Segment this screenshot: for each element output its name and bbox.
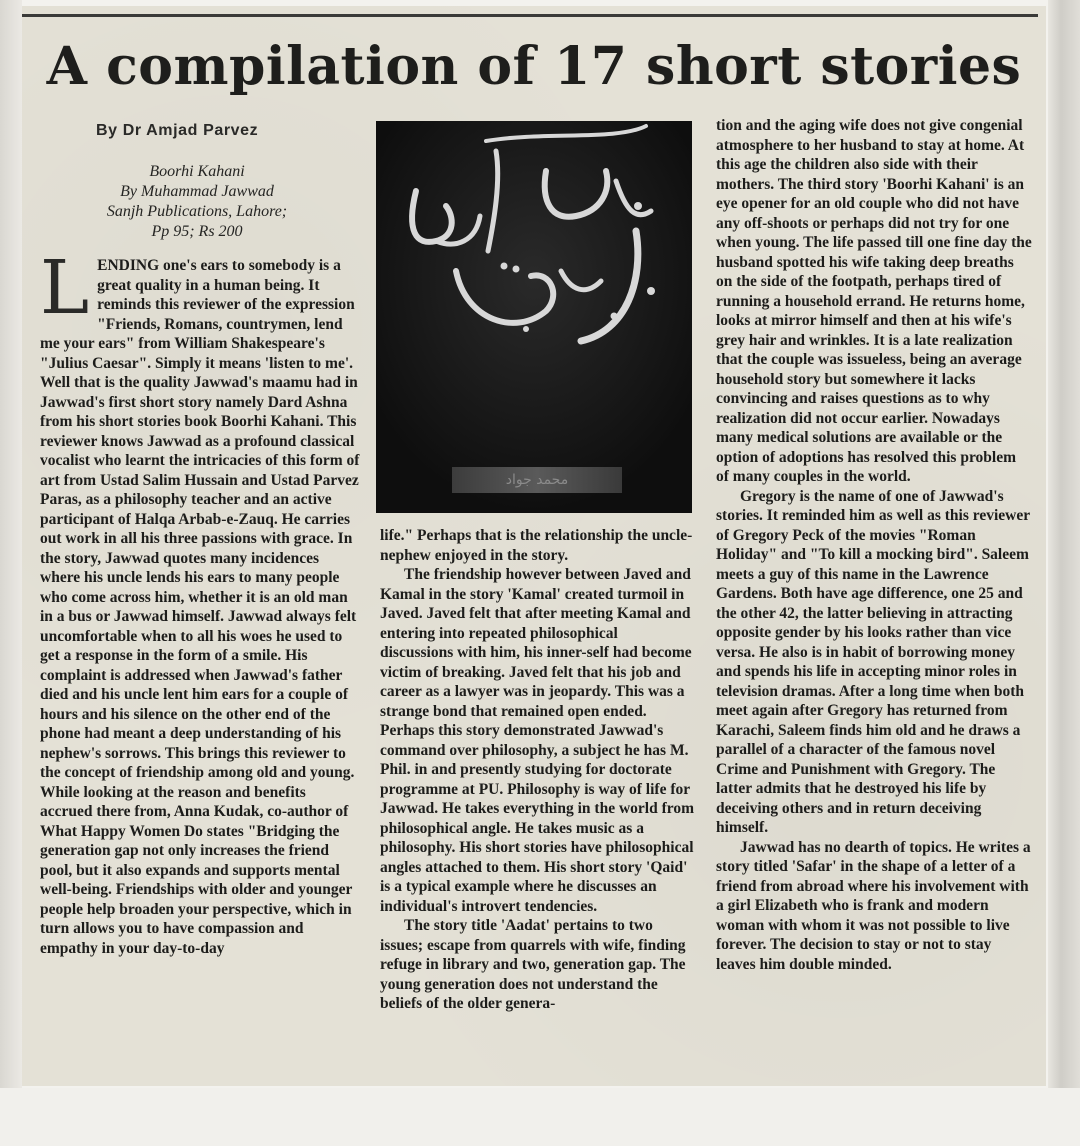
column-3-paragraph-1: tion and the aging wife does not give congenial atmosphere to her husband to stay at home. At this age the children also side with their mothers. The third story 'Boorhi Kahani' is an eye opener for an old couple who did not have any off-shoots or perhaps did not try for one when young. The life passed till one fine day the husband spotted his wife taking deep breaths on the side of the footpath, perhaps tired of running a household errand. He returns home, looks at mirror himself and then at his wife's grey hair and wrinkles. It is a late realization that the couple was issueless, being an average household story but somewhere it lacks convincing and raises questions as to why realization did not occur earlier. Nowadays many medical solutions are available or the option of adoptions has resolved this problem of many couples in the world. bbox=[716, 117, 1032, 485]
book-cover-calligraphy bbox=[376, 121, 692, 513]
column-1-paragraph-1: ENDING one's ears to somebody is a great quality in a human being. It reminds this reviewer of the expression "Friends, Romans, countrymen, lend me your ears" from William Shakespeare's "Julius Caesar". Simply it means 'listen to me'. Well that is the quality Jawwad's maamu had in Jawwad's first short story namely Dard Ashna from his short stories book Boorhi Kahani. This reviewer knows Jawwad as a profound classical vocalist who learnt the intricacies of this form of art from Ustad Salim Hussain and Ustad Parvez Paras, as a philosophy teacher and an active participant of Halqa Arbab-e-Zauq. He carries out work in all his three passions with grace. In the story, Jawwad quotes many incidences where his uncle lends his ears to many people who come across him, whether it is an old man in a bus or Jawwad himself. Jawwad always felt uncomfortable when to all his woes he used to get a response in the form of a smile. His complaint is addressed when Jawwad's father died and his uncle lent him ears for a couple of hours and his silence on the other end of the phone had meant a deep understanding of his nephew's sorrows. This brings this reviewer to the concept of friendship among old and young. While looking at the reason and benefits accrued there from, Anna Kudak, co-author of What Happy Women Do states "Bridging the generation gap not only increases the friend pool, but it also expands and supports mental well-being. Friendships with older and younger people help broaden your perspective, which in turn allows you to have compassion and empathy in your day-to-day bbox=[40, 257, 360, 957]
column-2-paragraph-3: The story title 'Aadat' pertains to two issues; escape from quarrels with wife, finding refuge in library and two, generation gap. The young generation does not understand the beliefs of the older genera- bbox=[380, 917, 686, 1012]
column-3-paragraph-2: Gregory is the name of one of Jawwad's stories. It reminded him as well as this reviewer of Gregory Peck of the movies "Roman Holiday" and "To kill a mocking bird". Saleem meets a guy of this name in the Lawrence Gardens. Both have age difference, one 25 and the other 42, the latter believing in attracting opposite gender by his looks rather than vice versa. He also is in habit of borrowing money and spends his life in accepting minor roles in television dramas. After a long time when both meet again after Gregory has returned from Karachi, Saleem finds him old and he draws a parallel of a character of the famous novel Crime and Punishment with Gregory. The latter admits that he destroyed his life by deceiving others and in return deceiving himself. bbox=[716, 487, 1030, 836]
book-publisher: Sanjh Publications, Lahore; bbox=[106, 203, 288, 220]
top-rule bbox=[22, 14, 1038, 17]
scan-bottom-margin bbox=[0, 1088, 1080, 1146]
book-author: By Muhammad Jawwad bbox=[120, 183, 274, 200]
column-2-paragraph-2: The friendship however between Javed and Kamal in the story 'Kamal' created turmoil in Javed. Javed felt that after meeting Kamal and entering into repeated philosophical discussions with him, his inner-self had become victim of breaking. Javed felt that his job and career as a lawyer was in jeopardy. This was a strange bond that remained open ended. Perhaps this story demonstrated Jawwad's command over philosophy, a subject he has M. Phil. in and presently studying for doctorate programme at PU. Philosophy is way of life for Jawwad. He takes everything in the world from philosophical angle. He takes music as a philosophy. His short stories have philosophical angles attached to them. His short story 'Qaid' is a typical example where he discusses an individual's introvert tendencies. bbox=[380, 566, 694, 915]
newspaper-clipping bbox=[22, 6, 1046, 1086]
book-info bbox=[42, 162, 352, 242]
drop-cap: L bbox=[40, 245, 90, 331]
article-column-1 bbox=[40, 245, 360, 958]
book-pages-price: Pp 95; Rs 200 bbox=[151, 223, 243, 240]
scan-left-margin bbox=[0, 0, 22, 1146]
article-column-2 bbox=[380, 526, 694, 1014]
headline: A compilation of 17 short stories bbox=[46, 36, 1022, 97]
book-cover-image bbox=[376, 121, 692, 513]
article-column-3 bbox=[716, 116, 1032, 974]
column-2-paragraph-1: life." Perhaps that is the relationship the uncle-nephew enjoyed in the story. bbox=[380, 527, 693, 564]
byline: By Dr Amjad Parvez bbox=[96, 122, 259, 139]
book-title: Boorhi Kahani bbox=[149, 163, 245, 180]
column-3-paragraph-3: Jawwad has no dearth of topics. He writes a story titled 'Safar' in the shape of a letter of a friend from abroad where his involvement with a girl Elizabeth who is frank and modern woman with whom it was not possible to live forever. The decision to stay or not to stay leaves him double minded. bbox=[716, 838, 1031, 973]
cover-author-strip: محمد جواد bbox=[452, 467, 622, 493]
scan-right-margin bbox=[1048, 0, 1080, 1146]
